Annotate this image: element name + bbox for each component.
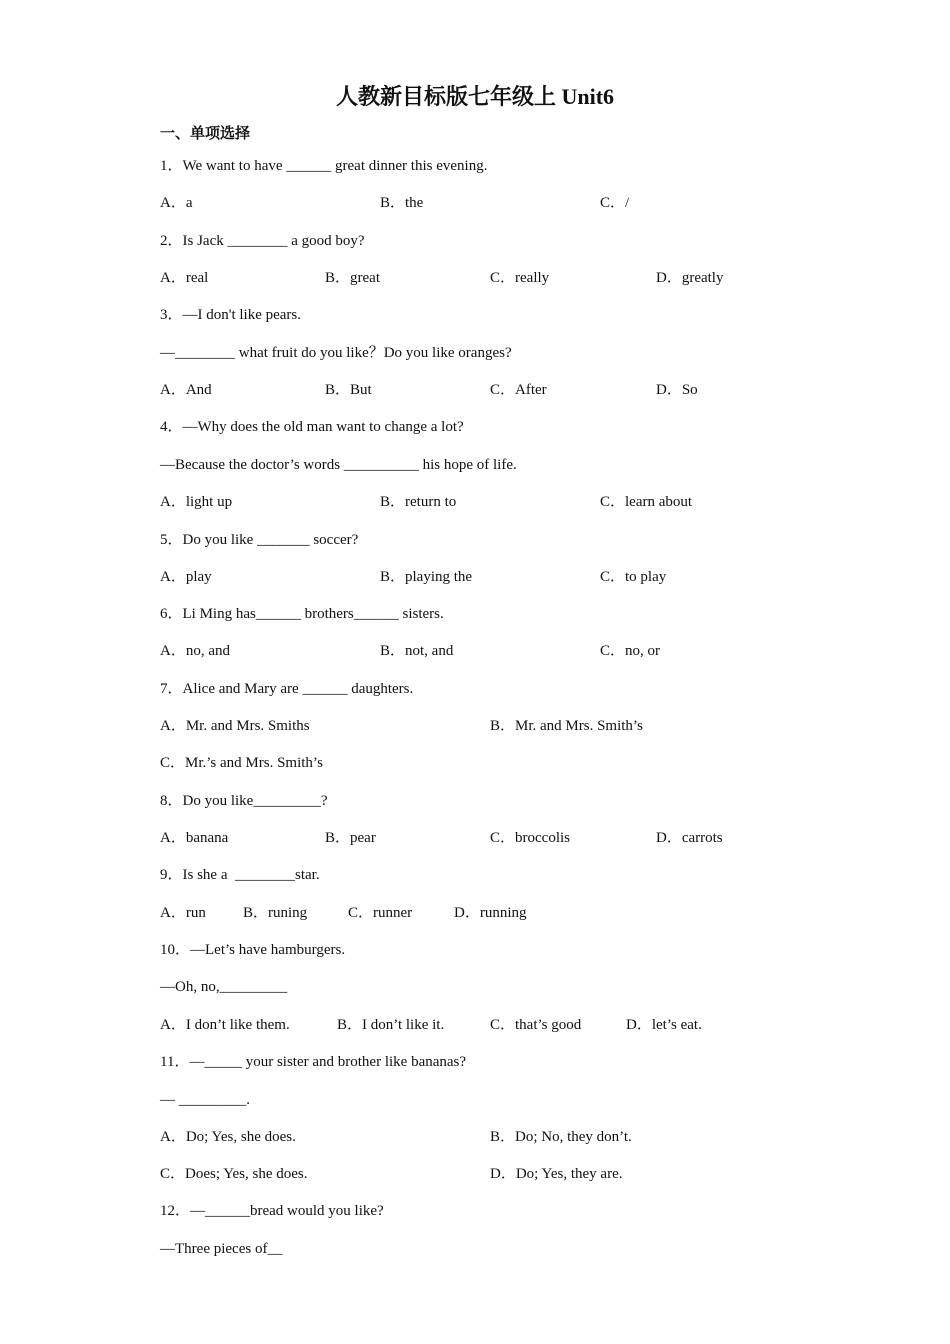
answer-option: B．return to: [380, 494, 457, 510]
answer-option: B．Mr. and Mrs. Smith’s: [490, 718, 643, 734]
answer-option: C．really: [490, 270, 550, 286]
answer-option: A．play: [160, 569, 212, 585]
answer-option: A．I don’t like them.: [160, 1017, 290, 1033]
question-line: 1．We want to have ______ great dinner this evening.: [160, 158, 488, 174]
question-line: —Because the doctor’s words __________ his hope of life.: [160, 457, 517, 473]
question-line: 7．Alice and Mary are ______ daughters.: [160, 681, 414, 697]
question-line: —Three pieces of__: [160, 1241, 283, 1257]
answer-option: A．real: [160, 270, 209, 286]
answer-option: B．not, and: [380, 643, 454, 659]
answer-option: C．that’s good: [490, 1017, 582, 1033]
answer-option: D．Do; Yes, they are.: [490, 1166, 623, 1182]
document-title: 人教新目标版七年级上 Unit6: [335, 84, 615, 109]
question-line: 8．Do you like_________?: [160, 793, 328, 809]
question-line: 3．—I don't like pears.: [160, 307, 302, 323]
answer-option: B．But: [325, 382, 372, 398]
answer-option: C．Does; Yes, she does.: [160, 1166, 308, 1182]
section-heading: 一、单项选择: [160, 126, 251, 142]
question-line: 5．Do you like _______ soccer?: [160, 532, 359, 548]
answer-option: A．Do; Yes, she does.: [160, 1129, 296, 1145]
answer-option: D．So: [656, 382, 698, 398]
answer-option: B．Do; No, they don’t.: [490, 1129, 632, 1145]
question-line: 10．—Let’s have hamburgers.: [160, 942, 346, 958]
answer-option: A．banana: [160, 830, 229, 846]
answer-option: C．no, or: [600, 643, 661, 659]
question-line: 12．—______bread would you like?: [160, 1203, 384, 1219]
answer-option: A．And: [160, 382, 212, 398]
answer-option: A．light up: [160, 494, 233, 510]
answer-option: C．broccolis: [490, 830, 570, 846]
question-line: 6．Li Ming has______ brothers______ sisters.: [160, 606, 444, 622]
answer-option: A．no, and: [160, 643, 230, 659]
question-line: 11．—_____ your sister and brother like bananas?: [160, 1054, 467, 1070]
answer-option: C．learn about: [600, 494, 693, 510]
question-line: — _________.: [160, 1092, 250, 1108]
answer-option: B．pear: [325, 830, 376, 846]
answer-option: D．running: [454, 905, 527, 921]
question-line: 4．—Why does the old man want to change a lot?: [160, 419, 464, 435]
answer-option: B．I don’t like it.: [337, 1017, 445, 1033]
answer-option: B．runing: [243, 905, 308, 921]
question-line: 2．Is Jack ________ a good boy?: [160, 233, 365, 249]
answer-option: C．to play: [600, 569, 667, 585]
answer-option: D．let’s eat.: [626, 1017, 702, 1033]
answer-option: C．/: [600, 195, 630, 211]
answer-option: B．great: [325, 270, 380, 286]
answer-option: C．After: [490, 382, 547, 398]
answer-option: A．a: [160, 195, 193, 211]
question-line: —________ what fruit do you like？Do you like oranges?: [160, 345, 512, 361]
answer-option: D．greatly: [656, 270, 724, 286]
question-line: —Oh, no,_________: [160, 979, 288, 995]
answer-option: C．Mr.’s and Mrs. Smith’s: [160, 755, 323, 771]
answer-option: D．carrots: [656, 830, 723, 846]
answer-option: C．runner: [348, 905, 413, 921]
answer-option: B．the: [380, 195, 424, 211]
answer-option: B．playing the: [380, 569, 473, 585]
question-line: 9．Is she a ________star.: [160, 867, 320, 883]
answer-option: A．run: [160, 905, 206, 921]
answer-option: A．Mr. and Mrs. Smiths: [160, 718, 310, 734]
